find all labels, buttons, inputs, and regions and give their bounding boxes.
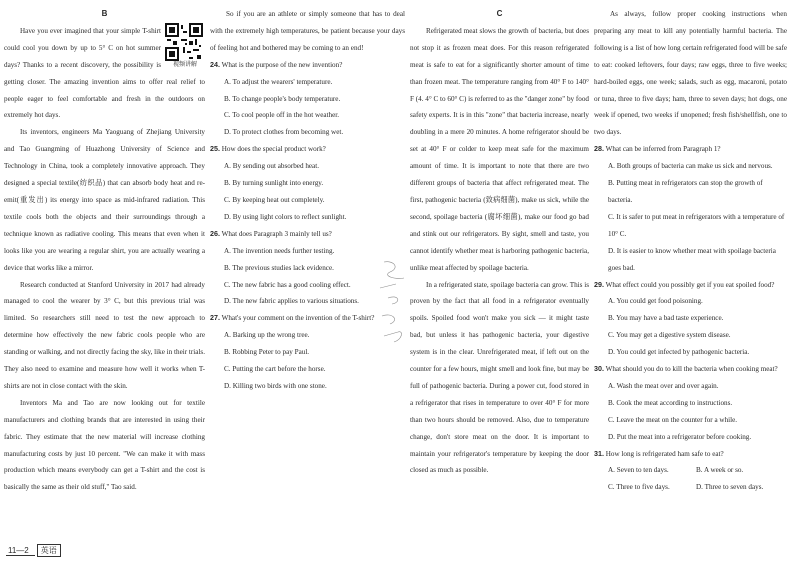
question-number: 27. <box>210 314 220 323</box>
question-25 <box>210 141 405 226</box>
option-c[interactable]: C. By keeping heat out completely. <box>224 195 325 204</box>
question-31 <box>594 446 787 497</box>
option-d[interactable]: D. Put the meat into a refrigerator before cooking. <box>608 432 752 441</box>
option-c[interactable]: C. It is safer to put meat in refrigerators with a temperature of 10° C. <box>608 212 785 238</box>
option-a[interactable]: A. Wash the meat over and over again. <box>608 381 719 390</box>
passage-c-paragraph-3: As always, follow proper cooking instructions when preparing any meat to kill any potentially harmful bacteria. The following is a list of how long certain refrigerated food will be safe to eat: cooked leftovers, four days; raw eggs, three to five weeks; hard-boiled eggs, one week; salads, such as egg, macaroni, potato or tuna, three to five days; ham, three to seven days; hot dogs, one week if opened, two weeks if unopened; fresh fish/shellfish, one to two days. <box>594 10 787 137</box>
question-stem: How does the special product work? <box>221 145 326 154</box>
passage-b-paragraph-2: Its inventors, engineers Ma Yaoguang of Zhejiang University and Tao Guangming of Huazhong University of Science and Technology in China, took a completely innovative approach. They designed a special textile(纺织品) that can absorb body heat and re-emit(重发出) its energy into space as mid-infrared radiation. This textile cools both the objects and their surroundings through a technique known as radiative cooling. This means that even when it looks like you are wearing a regular shirt, you are actually wearing a device that works like a mirror. <box>4 128 205 272</box>
passage-b-paragraph-5: So if you are an athlete or simply someone that has to deal with the extremely high temperatures, be patient because your days of feeling hot and bothered may be coming to an end! <box>210 10 405 52</box>
section-c-heading: C <box>496 9 503 18</box>
question-stem: What's your comment on the invention of the T-shirt? <box>221 314 375 323</box>
page-number: 11—2 <box>6 546 35 556</box>
question-stem: How long is refrigerated ham safe to eat? <box>605 449 724 458</box>
passage-b-paragraph-4: Inventors Ma and Tao are now looking out for textile manufacturers and clothing brands that are interested in using their fabric. They estimate that the new material will increase clothing manufacturing costs by just 10 percent. "We can make it with mass production which means everybody can get a T-shirt and the cost is basically the same as their old stuff," Tao said. <box>4 398 205 492</box>
option-b[interactable]: B. Putting meat in refrigerators can stop the growth of bacteria. <box>608 179 763 204</box>
passage-b-paragraph-1: Have you ever imagined that your simple T-shirt could cool you down by up to 5° C on hot summer days? Thanks to a recent discovery, the possibility is getting closer. The amazing invention aims to offer real relief to people eager to feel comfortable and fresh in the outdoors on extremely hot days. <box>4 26 205 120</box>
option-c[interactable]: C. The new fabric has a good cooling effect. <box>224 280 351 289</box>
option-a[interactable]: A. Seven to ten days. <box>608 466 669 475</box>
video-qr-code[interactable] <box>165 23 205 69</box>
option-d[interactable]: D. You could get infected by pathogenic bacteria. <box>608 348 750 357</box>
option-b[interactable]: B. Robbing Peter to pay Paul. <box>224 348 310 357</box>
option-d[interactable]: D. To protect clothes from becoming wet. <box>224 128 344 137</box>
column-4 <box>594 6 787 496</box>
option-c[interactable]: C. To cool people off in the hot weather. <box>224 111 340 120</box>
option-b[interactable]: B. You may have a bad taste experience. <box>608 314 724 323</box>
question-number: 25. <box>210 145 220 154</box>
passage-b-paragraph-3: Research conducted at Stanford University in 2017 had already managed to cool the wearer by 3° C, but this previous trial was limited. So researchers still need to test the new approach to determine how effectively the new fabric cools people who are standing or walking, and not directly facing the sky, like in their trials. They also need to examine and measure how well it works when T-shirts are not in close contact with the skin. <box>4 280 205 390</box>
column-1 <box>4 6 205 496</box>
page-footer <box>6 544 61 557</box>
question-number: 24. <box>210 60 220 69</box>
qr-caption: 视频讲解 <box>172 60 197 68</box>
question-number: 31. <box>594 449 604 458</box>
question-27 <box>210 310 405 395</box>
option-c[interactable]: C. Leave the meat on the counter for a while. <box>608 415 738 424</box>
column-2 <box>210 6 405 395</box>
option-a[interactable]: A. By sending out absorbed heat. <box>224 162 319 171</box>
option-a[interactable]: A. You could get food poisoning. <box>608 297 703 306</box>
question-29 <box>594 277 787 362</box>
option-c[interactable]: C. Putting the cart before the horse. <box>224 365 326 374</box>
option-b[interactable]: B. To change people's body temperature. <box>224 94 341 103</box>
option-a[interactable]: A. Barking up the wrong tree. <box>224 331 310 340</box>
passage-c-paragraph-2: In a refrigerated state, spoilage bacteria can grow. This is proven by the fact that all food in a refrigerator eventually spoils. Spoiled food won't make you sick — it might taste bad, but unless it has pathogenic bacteria, your digestive system is in the clear. Unrefrigerated meat, if left out on the counter for a few hours, might smell and look fine, but may be full of pathogenic bacteria. During a power cut, food stored in a refrigerator that rises in temperature to over 40° F for more than two hours should be removed. Also, due to temperature change, don't store meat on the door. It is important to maintain your refrigerator's temperature by keeping the door closed as much as possible. <box>410 280 589 475</box>
question-number: 26. <box>210 229 220 238</box>
option-b[interactable]: B. A week or so. <box>696 466 744 475</box>
option-d[interactable]: D. It is easier to know whether meat with spoilage bacteria goes bad. <box>608 246 776 272</box>
option-d[interactable]: D. The new fabric applies to various situations. <box>224 297 359 306</box>
question-stem: What effect could you possibly get if you eat spoiled food? <box>605 280 775 289</box>
question-26 <box>210 226 405 311</box>
column-3 <box>410 6 589 479</box>
question-stem: What does Paragraph 3 mainly tell us? <box>221 229 332 238</box>
option-b[interactable]: B. The previous studies lack evidence. <box>224 263 334 272</box>
option-c[interactable]: C. You may get a digestive system disease. <box>608 331 731 340</box>
option-c[interactable]: C. Three to five days. <box>608 483 670 492</box>
passage-c-paragraph-1: Refrigerated meat slows the growth of bacteria, but does not stop it as frozen meat does. For this reason refrigerated meat is safe to eat for a significantly shorter amount of time than frozen meat. The temperature ranging from 40° F to 140° F (4. 4° C to 60° C) is referred to as the "danger zone" by food safety experts. It is in this "zone" that bacteria increase, nearly doubling in a mere 20 minutes. A home refrigerator should be set at 40° F or colder to keep meat safe for the maximum amount of time. It is important to note that there are two different groups of bacteria that affect refrigerated meat. The first, pathogenic bacteria (致病细菌), make us sick, while the second, spoilage bacteria (腐坏细菌), make our food go bad and stink out our refrigerators. By sight, smell and taste, you cannot identify whether meat is harboring pathogenic bacteria, unlike meat affected by spoilage bacteria. <box>410 26 589 272</box>
question-stem: What should you do to kill the bacteria when cooking meat? <box>605 365 778 374</box>
question-stem: What is the purpose of the new invention? <box>221 60 343 69</box>
question-30 <box>594 361 787 446</box>
option-d[interactable]: D. Killing two birds with one stone. <box>224 381 327 390</box>
pencil-scribble-icon <box>378 258 412 348</box>
option-a[interactable]: A. The invention needs further testing. <box>224 246 335 255</box>
question-number: 30. <box>594 365 604 374</box>
option-b[interactable]: B. Cook the meat according to instructions. <box>608 398 733 407</box>
option-a[interactable]: A. Both groups of bacteria can make us sick and nervous. <box>608 162 773 171</box>
option-a[interactable]: A. To adjust the wearers' temperature. <box>224 77 333 86</box>
question-number: 29. <box>594 280 604 289</box>
subject-label: 英语 <box>37 544 61 557</box>
option-d[interactable]: D. By using light colors to reflect sunlight. <box>224 212 347 221</box>
option-d[interactable]: D. Three to seven days. <box>696 483 764 492</box>
question-stem: What can be inferred from Paragraph 1? <box>605 145 721 154</box>
qr-code-icon <box>165 23 203 61</box>
question-number: 28. <box>594 145 604 154</box>
section-b-heading: B <box>101 9 108 18</box>
option-b[interactable]: B. By turning sunlight into energy. <box>224 179 324 188</box>
question-24 <box>210 57 405 142</box>
question-28 <box>594 141 787 276</box>
